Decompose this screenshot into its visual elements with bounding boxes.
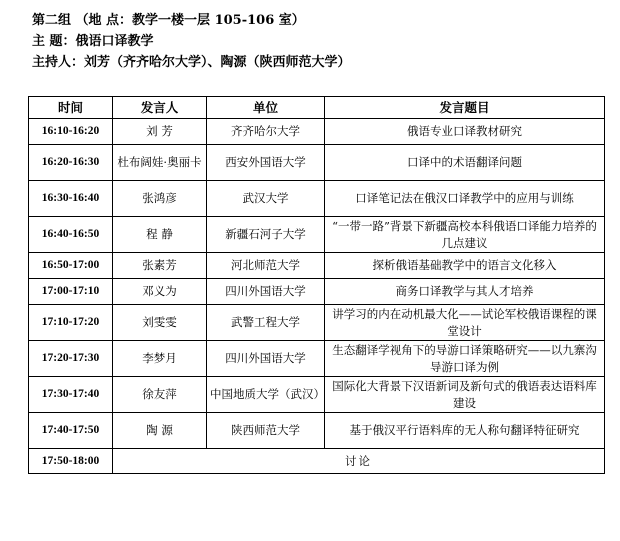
table-row (29, 413, 605, 449)
column-header-speaker: 发言人 (113, 97, 207, 119)
topic-cell: “一带一路”背景下新疆高校本科俄语口译能力培养的几点建议 (325, 217, 605, 253)
speaker-cell: 刘雯雯 (113, 305, 207, 341)
unit-cell: 武警工程大学 (207, 305, 325, 341)
group-location-line: 第二组 （地 点：教学一楼一层 105-106 室） (32, 13, 305, 28)
hosts-line: 主持人：刘芳（齐齐哈尔大学）、陶源（陕西师范大学） (32, 55, 351, 70)
unit-cell: 中国地质大学（武汉） (207, 377, 325, 413)
unit-cell: 四川外国语大学 (207, 279, 325, 305)
time-cell: 16:10-16:20 (29, 119, 113, 145)
topic-cell: 商务口译教学与其人才培养 (325, 279, 605, 305)
topic-cell: 国际化大背景下汉语新词及新句式的俄语表达语料库建设 (325, 377, 605, 413)
unit-cell: 西安外国语大学 (207, 145, 325, 181)
unit-cell: 齐齐哈尔大学 (207, 119, 325, 145)
speaker-cell: 陶 源 (113, 413, 207, 449)
table-row (29, 145, 605, 181)
session-header (32, 10, 592, 73)
topic-cell: 口译笔记法在俄汉口译教学中的应用与训练 (325, 181, 605, 217)
time-cell: 17:10-17:20 (29, 305, 113, 341)
time-cell: 16:20-16:30 (29, 145, 113, 181)
unit-cell: 河北师范大学 (207, 253, 325, 279)
discussion-cell: 讨论 (113, 449, 605, 474)
unit-cell: 新疆石河子大学 (207, 217, 325, 253)
speaker-cell: 杜布阔娃·奥丽卡 (113, 145, 207, 181)
topic-cell: 俄语专业口译教材研究 (325, 119, 605, 145)
time-cell: 16:40-16:50 (29, 217, 113, 253)
table-row (29, 253, 605, 279)
table-row (29, 119, 605, 145)
speaker-cell: 邓义为 (113, 279, 207, 305)
discussion-row (29, 449, 605, 474)
speaker-cell: 徐友萍 (113, 377, 207, 413)
table-row (29, 341, 605, 377)
topic-cell: 口译中的术语翻译问题 (325, 145, 605, 181)
unit-cell: 陕西师范大学 (207, 413, 325, 449)
topic-cell: 生态翻译学视角下的导游口译策略研究——以九寨沟导游口译为例 (325, 341, 605, 377)
time-cell: 17:00-17:10 (29, 279, 113, 305)
column-header-time: 时间 (29, 97, 113, 119)
speaker-cell: 李梦月 (113, 341, 207, 377)
table-row (29, 181, 605, 217)
topic-cell: 基于俄汉平行语料库的无人称句翻译特征研究 (325, 413, 605, 449)
speaker-cell: 张素芳 (113, 253, 207, 279)
table-row (29, 279, 605, 305)
table-row (29, 377, 605, 413)
unit-cell: 四川外国语大学 (207, 341, 325, 377)
speaker-cell: 程 静 (113, 217, 207, 253)
time-cell: 16:50-17:00 (29, 253, 113, 279)
unit-cell: 武汉大学 (207, 181, 325, 217)
topic-cell: 探析俄语基础教学中的语言文化移入 (325, 253, 605, 279)
table-row (29, 305, 605, 341)
column-header-topic: 发言题目 (325, 97, 605, 119)
time-cell: 17:50-18:00 (29, 449, 113, 474)
theme-line: 主 题：俄语口译教学 (32, 34, 154, 49)
time-cell: 16:30-16:40 (29, 181, 113, 217)
table-row (29, 217, 605, 253)
speaker-cell: 张鸿彦 (113, 181, 207, 217)
schedule-table (28, 96, 605, 474)
time-cell: 17:20-17:30 (29, 341, 113, 377)
topic-cell: 讲学习的内在动机最大化——试论军校俄语课程的课堂设计 (325, 305, 605, 341)
time-cell: 17:30-17:40 (29, 377, 113, 413)
table-header-row (29, 97, 605, 119)
column-header-unit: 单位 (207, 97, 325, 119)
time-cell: 17:40-17:50 (29, 413, 113, 449)
speaker-cell: 刘 芳 (113, 119, 207, 145)
